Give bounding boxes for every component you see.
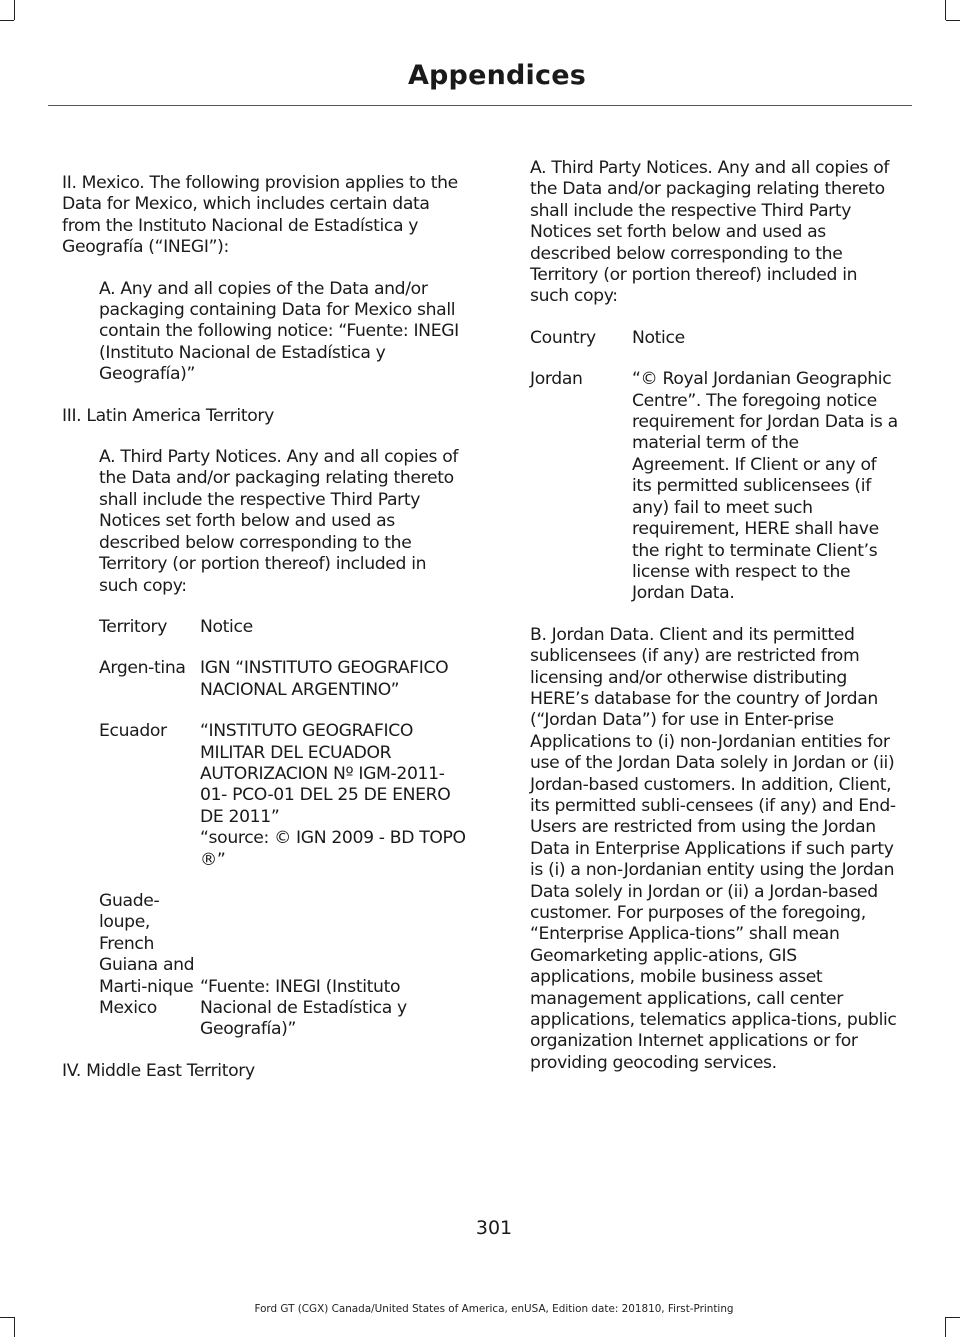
latin-america-heading: III. Latin America Territory [62,405,274,426]
crop-mark-bottom-left [14,1317,15,1337]
notice-text: “source: © IGN 2009 - BD TOPO ®” [200,828,466,870]
table-row [99,721,467,871]
jordan-data-paragraph: B. Jordan Data. Client and its permitted sublicensees (if any) are restricted from licensing and/or otherwise distributing HERE’s database for the country of Jordan (“Jordan Data”) for use in Enter-prise Applications to (i) non-Jordanian entities for use of the Jordan Data solely in Jordan or (ii) Jordan-based customers. In addition, Client, its permitted subli-censees (if any) and End-Users are restricted from using the Jordan Data in Enterprise Applications if such party is (i) a non-Jordanian entity using the Jordan Data solely in Jordan or (ii) a Jordan-based customer. For purposes of the foregoing, “Enterprise Applica-tions” shall mean Geomarketing applic-ations, GIS applications, mobile business asset management applications, call center applications, telematics applica-tions, public organization Internet applications or for providing geocoding services. [530,624,897,1073]
notice-cell [200,721,467,871]
territory-cell: Ecuador [99,721,167,742]
table-header-row [530,328,900,349]
notice-cell: “Fuente: INEGI (Instituto Nacional de Estadística y Geografía)” [200,976,407,1040]
table-row [99,658,467,701]
notice-cell: “© Royal Jordanian Geographic Centre”. The foregoing notice requirement for Jordan Data is a material term of the Agreement. If Client or any of its permitted sublicensees (if any) fail to meet such requirement, HERE shall have the right to terminate Client’s license with respect to the Jordan Data. [632,369,898,604]
territory-cell: Argen-tina [99,658,186,679]
column-header-notice: Notice [632,327,685,348]
notice-cell [200,891,467,977]
latin-america-notice-table [62,617,467,1041]
crop-mark-bottom-right [946,1317,960,1318]
table-row [99,891,467,977]
mexico-provision-paragraph: II. Mexico. The following provision applies to the Data for Mexico, which includes certain data from the Instituto Nacional de Estadística y Geografía (“INEGI”): [62,173,458,258]
crop-mark-bottom-left [0,1317,14,1318]
notice-cell: IGN “INSTITUTO GEOGRAFICO NACIONAL ARGENTINO” [200,658,449,700]
column-header-country: Country [530,327,596,348]
column-header-territory: Territory [99,616,168,637]
middle-east-notice-table [530,328,900,605]
header-divider [48,105,912,106]
latin-america-notice-paragraph: A. Third Party Notices. Any and all copies of the Data and/or packaging relating thereto shall include the respective Third Party Notices set forth below and used as described below corresponding to the Territory (or portion thereof) included in such copy: [99,447,459,596]
left-column [62,173,467,1102]
table-row [530,369,900,604]
section-title: Appendices [407,60,586,91]
footer-edition-text: Ford GT (CGX) Canada/United States of America, enUSA, Edition date: 201810, First-Printing [254,1303,734,1315]
right-column [530,158,900,1094]
crop-mark-top-left [0,20,14,21]
country-cell: Jordan [530,369,583,390]
crop-mark-top-right [945,0,946,20]
notice-text: “INSTITUTO GEOGRAFICO MILITAR DEL ECUADOR AUTORIZACION Nº IGM-2011-01- PCO-01 DEL 25 DE ENERO DE 2011” [200,721,451,827]
table-header-row [99,617,467,638]
territory-cell: Guade-loupe, French Guiana and [99,890,195,976]
page-number: 301 [475,1217,513,1239]
crop-mark-top-left [14,0,15,20]
crop-mark-bottom-right [945,1317,946,1337]
column-header-notice: Notice [200,616,253,637]
table-row [99,977,467,1041]
crop-mark-top-right [946,20,960,21]
middle-east-heading: IV. Middle East Territory [62,1060,255,1081]
mexico-notice-paragraph: A. Any and all copies of the Data and/or packaging containing Data for Mexico shall contain the following notice: “Fuente: INEGI (Instituto Nacional de Estadística y Geografía)” [99,278,459,385]
middle-east-notice-paragraph: A. Third Party Notices. Any and all copies of the Data and/or packaging relating thereto shall include the respective Third Party Notices set forth below and used as described below corresponding to the Territory (or portion thereof) included in such copy: [530,158,890,307]
territory-cell: Marti-nique Mexico [99,976,194,1018]
